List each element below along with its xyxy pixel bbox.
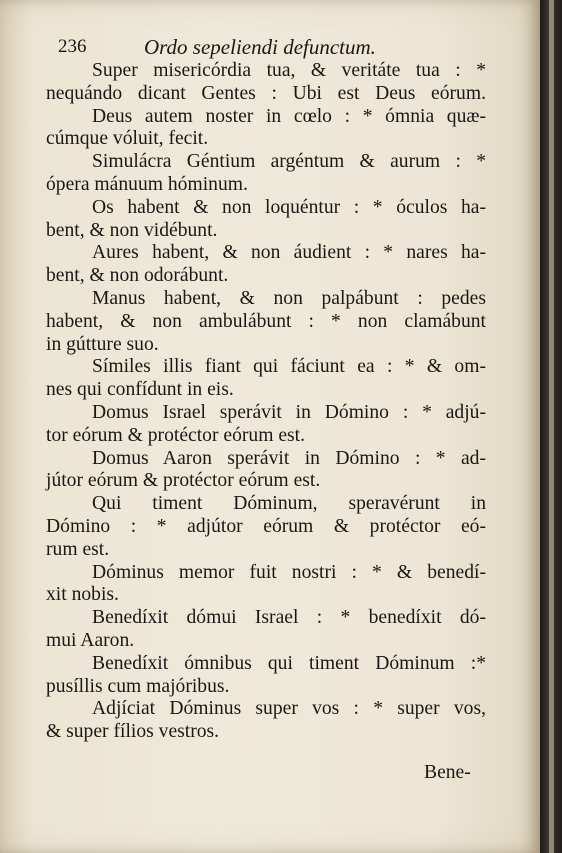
text-line: bent, & non odorábunt. — [46, 265, 229, 287]
text-line: Domus Israel sperávit in Dómino : * adjú- — [92, 401, 486, 423]
text-line: cúmque vóluit, fecit. — [46, 128, 209, 150]
running-title: Ordo sepeliendi defunctum. — [144, 35, 376, 59]
text-line: nequándo dicant Gentes : Ubi est Deus eórum. — [46, 82, 486, 104]
text-line: Adjíciat Dóminus super vos : * super vos, — [92, 698, 486, 720]
text-line: habent, & non ambulábunt : * non clamábunt — [46, 310, 486, 332]
text-line: rum est. — [46, 538, 110, 560]
catchword: Bene- — [424, 762, 471, 783]
text-line: Dómino : * adjútor eórum & protéctor eó- — [46, 515, 486, 537]
next-leaf-edge — [549, 0, 554, 853]
psalm-text — [46, 60, 486, 744]
text-line: Benedíxit ómnibus qui timent Dóminum :* — [92, 652, 486, 674]
text-line: Simulácra Géntium argéntum & aurum : * — [92, 151, 486, 173]
text-line: Dóminus memor fuit nostri : * & benedí- — [92, 561, 486, 583]
text-line: Super misericórdia tua, & veritáte tua : * — [92, 60, 486, 81]
text-line: nes qui confídunt in eis. — [46, 379, 234, 401]
text-line: Manus habent, & non palpábunt : pedes — [92, 287, 486, 309]
text-line: tor eórum & protéctor eórum est. — [46, 424, 305, 446]
text-line: Qui timent Dóminum, speravérunt in — [92, 493, 486, 515]
text-line: pusíllis cum majóribus. — [46, 675, 230, 697]
text-line: xit nobis. — [46, 584, 119, 606]
text-line: bent, & non vidébunt. — [46, 219, 218, 241]
text-line: Deus autem noster in cœlo : * ómnia quæ- — [92, 105, 486, 127]
text-line: in gútture suo. — [46, 333, 159, 355]
text-line: Os habent & non loquéntur : * óculos ha- — [92, 196, 486, 218]
text-line: & super fílios vestros. — [46, 721, 220, 743]
text-line: jútor eórum & protéctor eórum est. — [46, 470, 321, 492]
page-number: 236 — [58, 36, 87, 57]
text-line: mui Aaron. — [46, 629, 135, 651]
text-line: Aures habent, & non áudient : * nares ha- — [92, 242, 486, 264]
text-line: Símiles illis fiant qui fáciunt ea : * & om- — [92, 356, 486, 378]
text-line: ópera mánuum hóminum. — [46, 173, 248, 195]
text-line: Domus Aaron sperávit in Dómino : * ad- — [92, 447, 486, 469]
page-header — [48, 33, 508, 61]
text-line: Benedíxit dómui Israel : * benedíxit dó- — [92, 607, 486, 629]
